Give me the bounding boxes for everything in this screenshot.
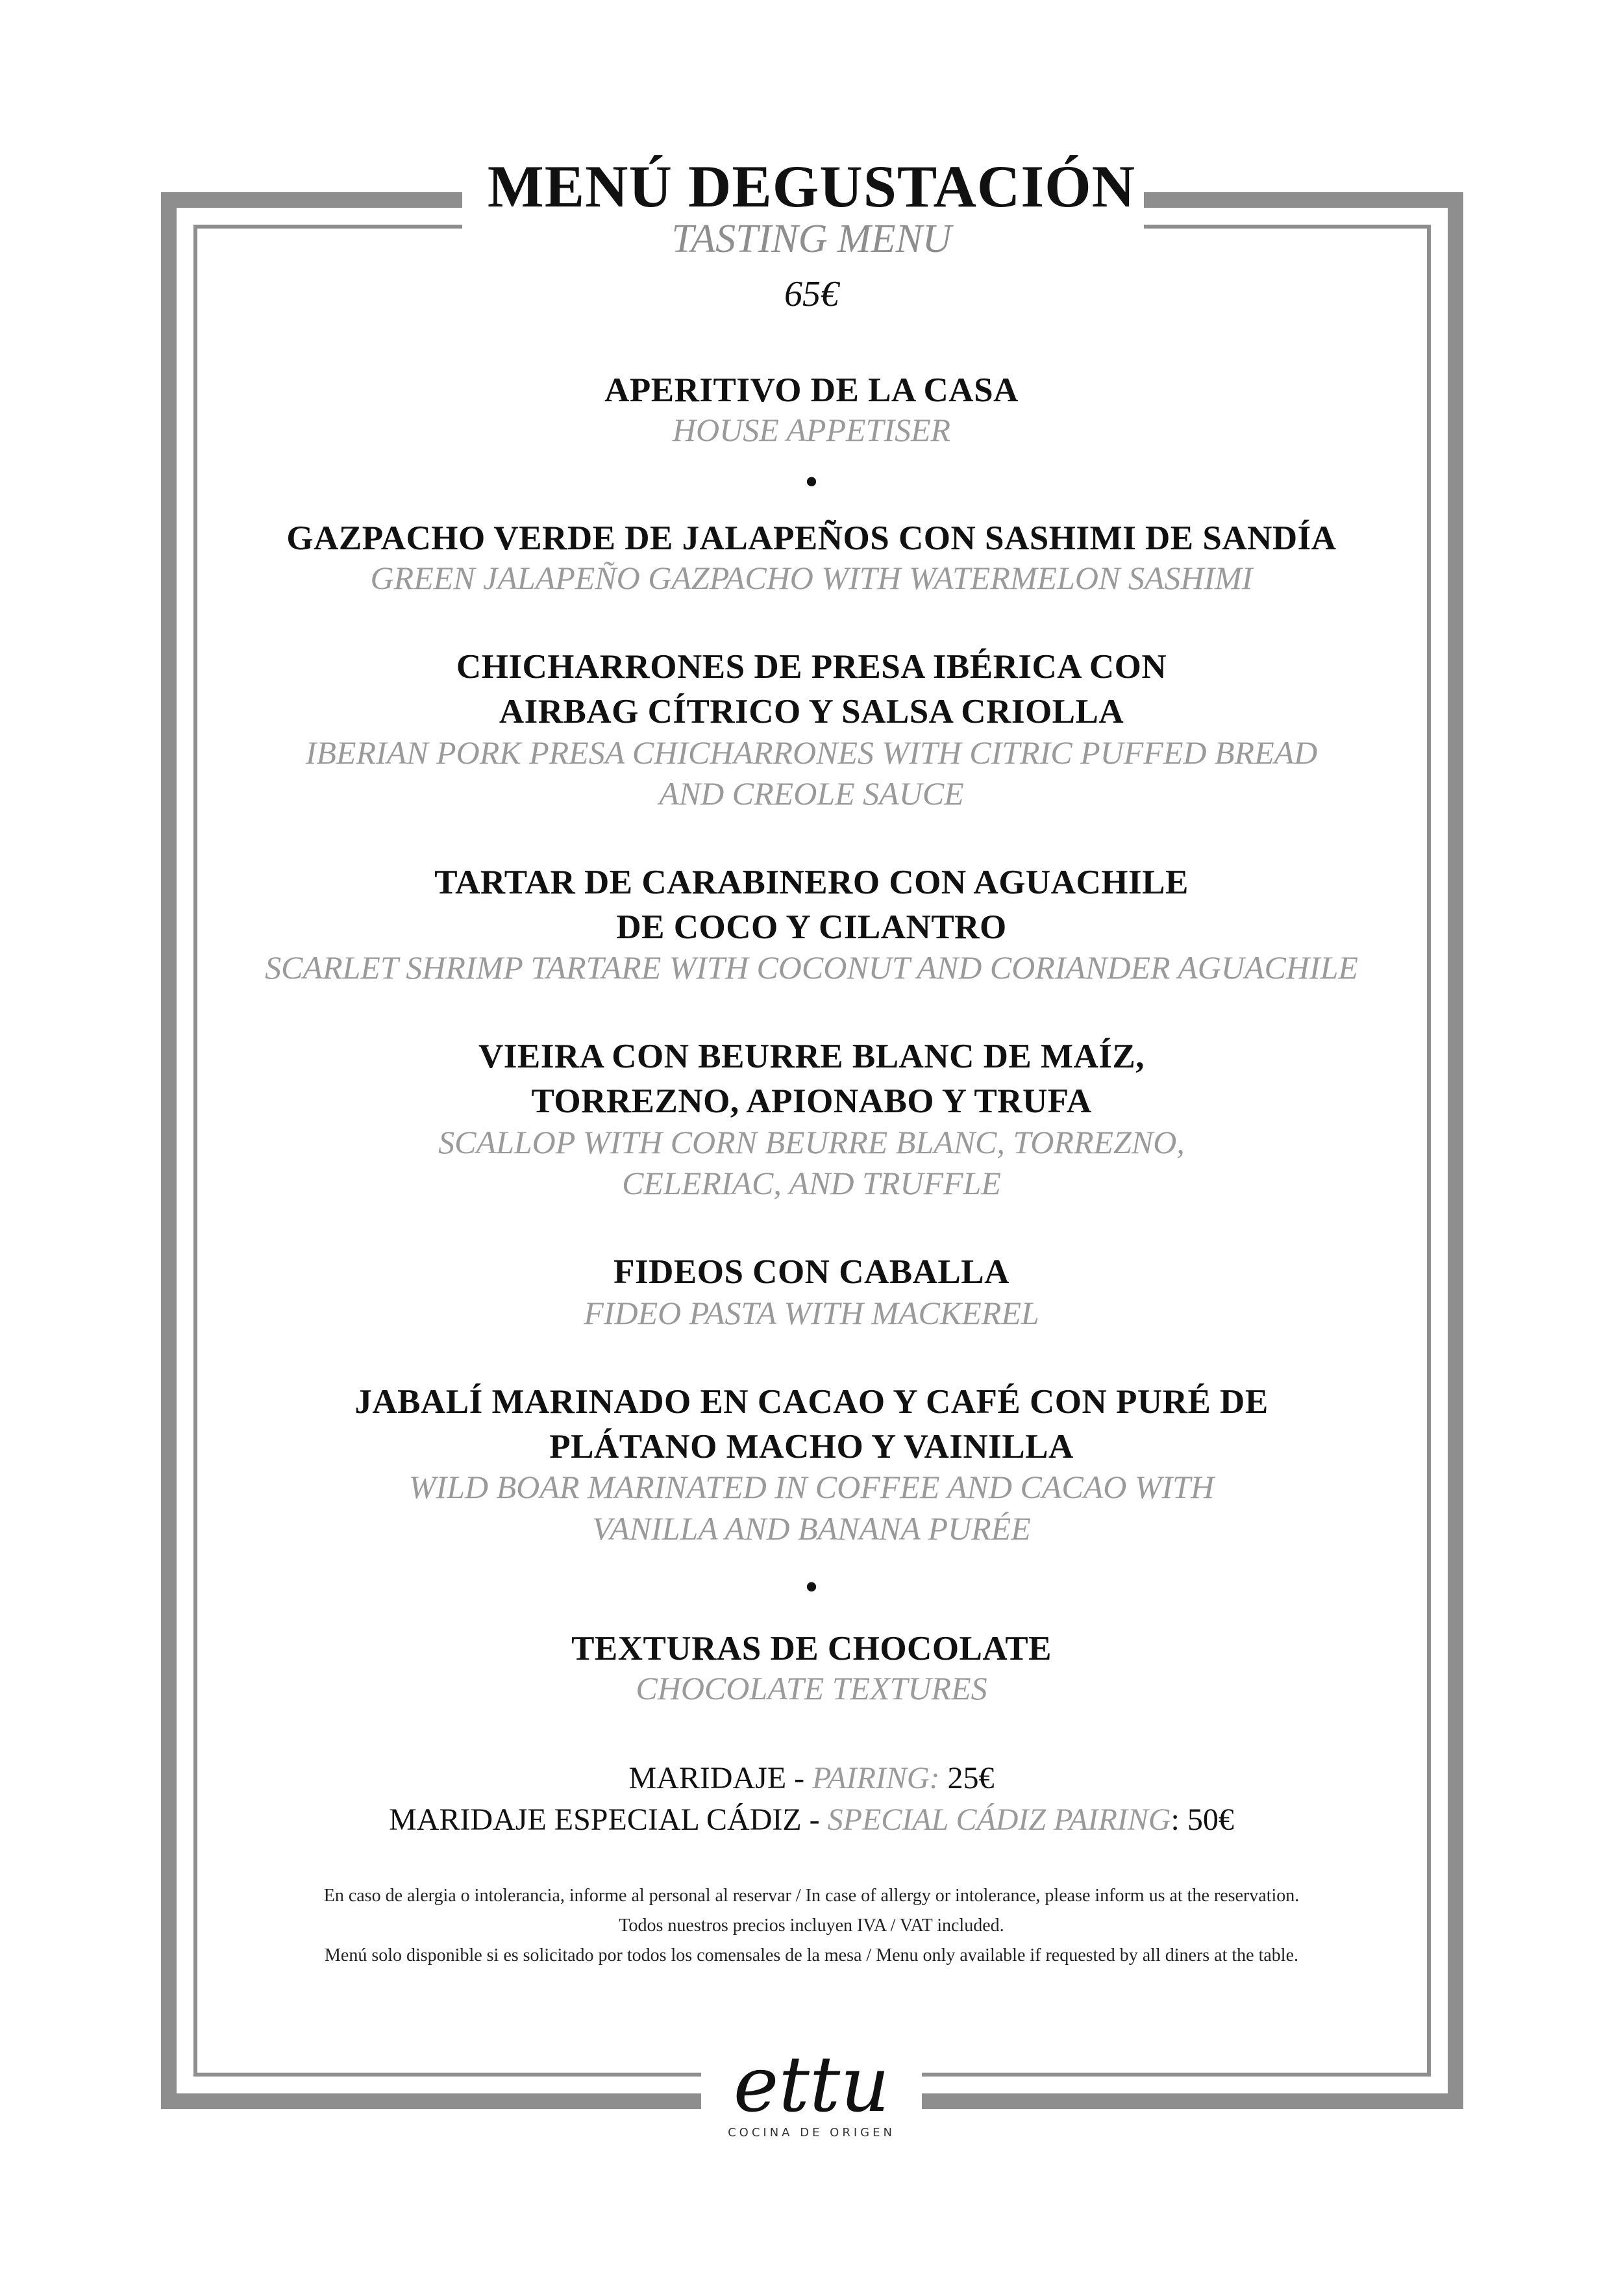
pairing-line-1: [0, 1799, 1623, 1841]
note-vat: Todos nuestros precios incluyen IVA / VAT included.: [619, 1915, 1004, 1936]
course-1-es-line-0: GAZPACHO VERDE DE JALAPEÑOS CON SASHIMI DE SANDÍA: [286, 519, 1337, 557]
pairing-0-price: 25€: [939, 1761, 995, 1795]
course-3-en-line-0: SCARLET SHRIMP TARTARE WITH COCONUT AND CORIANDER AGUACHILE: [265, 949, 1358, 986]
pairing-1-es: MARIDAJE ESPECIAL CÁDIZ -: [389, 1803, 828, 1837]
pairing-line-0: [0, 1757, 1623, 1800]
course-2-en-line-1: AND CREOLE SAUCE: [659, 775, 964, 812]
pairing-1-price: : 50€: [1171, 1803, 1234, 1837]
course-2-es-line-0: CHICHARRONES DE PRESA IBÉRICA CON: [456, 648, 1167, 686]
logo-tagline: COCINA DE ORIGEN: [728, 2126, 895, 2140]
course-5-es-line-0: FIDEOS CON CABALLA: [613, 1253, 1010, 1291]
course-1-en-line-0: GREEN JALAPEÑO GAZPACHO WITH WATERMELON SASHIMI: [370, 560, 1253, 596]
course-6-es-line-1: PLÁTANO MACHO Y VAINILLA: [549, 1428, 1074, 1466]
pairing-0-es: MARIDAJE -: [628, 1761, 813, 1795]
note-availability: Menú solo disponible si es solicitado por todos los comensales de la mesa / Menu only available if requested by all diners at the table.: [325, 1945, 1298, 1965]
separator-bullet-1: •: [804, 460, 819, 503]
course-7-en-line-0: CHOCOLATE TEXTURES: [636, 1670, 987, 1706]
course-4-en-line-1: CELERIAC, AND TRUFFLE: [622, 1165, 1001, 1201]
logo-wordmark: ettu: [733, 2040, 890, 2129]
course-0-es-line-0: APERITIVO DE LA CASA: [604, 371, 1019, 409]
course-5-en-line-0: FIDEO PASTA WITH MACKEREL: [584, 1295, 1039, 1331]
menu-subtitle: TASTING MENU: [671, 217, 952, 261]
pairing-1-en: SPECIAL CÁDIZ PAIRING: [827, 1803, 1171, 1837]
course-7-es-line-0: TEXTURAS DE CHOCOLATE: [571, 1630, 1052, 1667]
course-6-es-line-0: JABALÍ MARINADO EN CACAO Y CAFÉ CON PURÉ DE: [354, 1383, 1269, 1421]
separator-bullet-2: •: [804, 1566, 819, 1608]
course-2-en-line-0: IBERIAN PORK PRESA CHICHARRONES WITH CITRIC PUFFED BREAD: [305, 734, 1318, 771]
course-6-en-line-1: VANILLA AND BANANA PURÉE: [592, 1510, 1031, 1547]
course-4-en-line-0: SCALLOP WITH CORN BEURRE BLANC, TORREZNO,: [438, 1124, 1185, 1160]
course-4-es-line-1: TORREZNO, APIONABO Y TRUFA: [531, 1082, 1092, 1120]
pairing-0-en: PAIRING:: [812, 1761, 940, 1795]
course-2-es-line-1: AIRBAG CÍTRICO Y SALSA CRIOLLA: [499, 693, 1124, 730]
menu-price: 65€: [784, 274, 839, 314]
course-3-es-line-0: TARTAR DE CARABINERO CON AGUACHILE: [434, 864, 1189, 901]
course-3-es-line-1: DE COCO Y CILANTRO: [616, 908, 1007, 946]
course-6-en-line-0: WILD BOAR MARINATED IN COFFEE AND CACAO WITH: [408, 1469, 1215, 1505]
menu-title: MENÚ DEGUSTACIÓN: [487, 153, 1136, 219]
course-4-es-line-0: VIEIRA CON BEURRE BLANC DE MAÍZ,: [478, 1038, 1145, 1075]
note-allergy: En caso de alergia o intolerancia, informe al personal al reservar / In case of allergy or intolerance, please inform us at the reservation.: [323, 1886, 1300, 1906]
course-0-en-line-0: HOUSE APPETISER: [672, 412, 951, 448]
